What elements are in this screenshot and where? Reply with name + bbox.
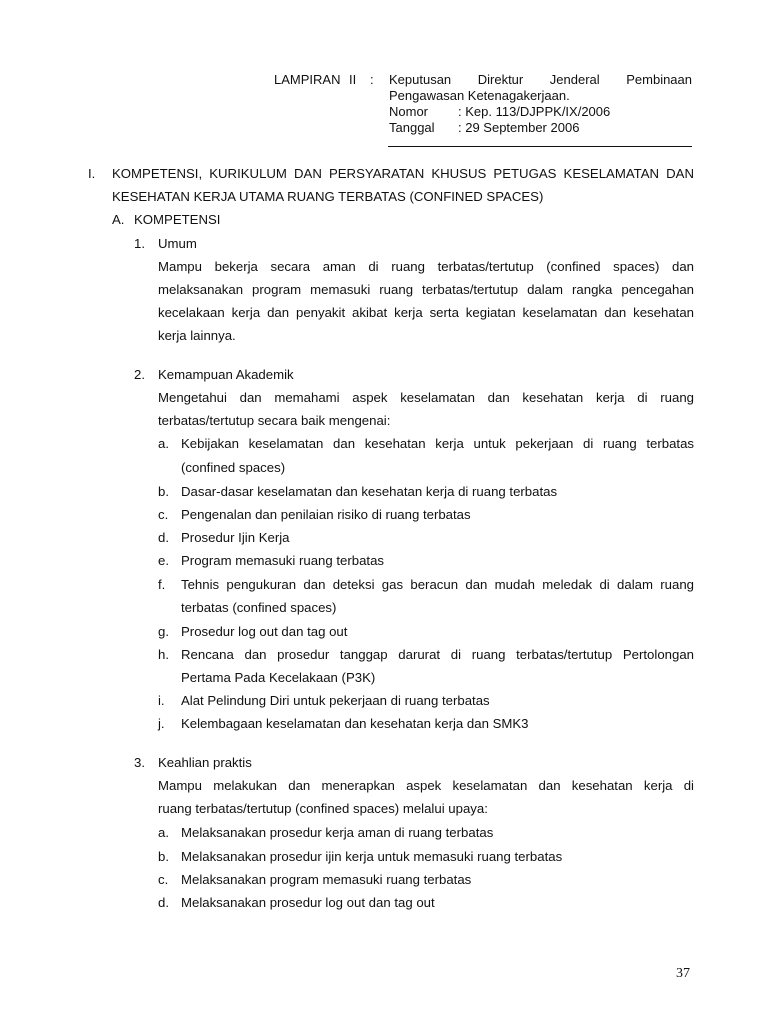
nomor-value: : Kep. 113/DJPPK/IX/2006 [458,104,611,119]
item-2-point-b-line-1: Dasar-dasar keselamatan dan kesehatan kerja di ruang terbatas [181,484,558,499]
item-2-number: 2. [134,367,145,382]
item-2-point-h-label: h. [158,647,169,662]
item-1-number: 1. [134,236,145,251]
item-3-intro-line-1: Mampu melakukan dan menerapkan aspek keselamatan dan kesehatan kerja di [158,778,694,793]
item-3-point-c-line-1: Melaksanakan program memasuki ruang terbatas [181,872,472,887]
item-3-point-b-line-1: Melaksanakan prosedur ijin kerja untuk memasuki ruang terbatas [181,849,563,864]
item-2-point-f-line-2: terbatas (confined spaces) [181,600,337,615]
keputusan-line-2: Pengawasan Ketenagakerjaan. [389,88,570,103]
item-2-point-j-label: j. [158,716,165,731]
item-3-point-a-line-1: Melaksanakan prosedur kerja aman di ruang terbatas [181,825,494,840]
item-1-line-1: Mampu bekerja secara aman di ruang terbatas/tertutup (confined spaces) dan [158,259,694,274]
item-2-point-a-line-2: (confined spaces) [181,460,286,475]
item-2-point-a-line-1: Kebijakan keselamatan dan kesehatan kerja untuk pekerjaan di ruang terbatas [181,436,694,451]
tanggal-value: : 29 September 2006 [458,120,580,135]
item-2-point-g-label: g. [158,624,169,639]
keputusan-line-1: Keputusan Direktur Jenderal Pembinaan [389,72,692,87]
item-2-point-i-label: i. [158,693,165,708]
subsection-a-label: A. [112,212,125,227]
item-2-point-i-line-1: Alat Pelindung Diri untuk pekerjaan di ruang terbatas [181,693,490,708]
item-3-intro-line-2: ruang terbatas/tertutup (confined spaces) melalui upaya: [158,801,488,816]
page-number: 37 [676,966,690,981]
lampiran-label: LAMPIRAN [274,72,341,87]
item-2-point-c-label: c. [158,507,169,522]
item-2-point-e-label: e. [158,553,169,568]
item-1-line-2: melaksanakan program memasuki ruang terbatas/tertutup dalam rangka pencegahan [158,282,694,297]
item-3-point-d-label: d. [158,895,169,910]
item-3-number: 3. [134,755,145,770]
subsection-a-title: KOMPETENSI [134,212,221,227]
item-2-point-g-line-1: Prosedur log out dan tag out [181,624,348,639]
item-3-point-d-line-1: Melaksanakan prosedur log out dan tag out [181,895,435,910]
lampiran-number: II [349,72,357,87]
item-3-title: Keahlian praktis [158,755,252,770]
tanggal-label: Tanggal [389,120,435,135]
header-rule [388,146,692,147]
item-3-point-a-label: a. [158,825,169,840]
nomor-label: Nomor [389,104,429,119]
item-3-point-b-label: b. [158,849,169,864]
item-2-point-d-line-1: Prosedur Ijin Kerja [181,530,290,545]
item-3-point-c-label: c. [158,872,169,887]
item-2-intro-line-2: terbatas/tertutup secara baik mengenai: [158,413,391,428]
item-2-point-h-line-1: Rencana dan prosedur tanggap darurat di ruang terbatas/tertutup Pertolongan [181,647,694,662]
item-2-point-d-label: d. [158,530,169,545]
item-1-line-3: kecelakaan kerja dan penyakit akibat kerja serta kegiatan keselamatan dan kesehatan [158,305,694,320]
item-2-point-b-label: b. [158,484,169,499]
section-title-line-1: KOMPETENSI, KURIKULUM DAN PERSYARATAN KHUSUS PETUGAS KESELAMATAN DAN [112,166,694,181]
item-2-intro-line-1: Mengetahui dan memahami aspek keselamatan dan kesehatan kerja di ruang [158,390,694,405]
item-1-title: Umum [158,236,197,251]
item-2-point-j-line-1: Kelembagaan keselamatan dan kesehatan kerja dan SMK3 [181,716,529,731]
lampiran-colon: : [370,72,374,87]
item-2-point-e-line-1: Program memasuki ruang terbatas [181,553,385,568]
section-number: I. [88,166,96,181]
item-2-point-f-label: f. [158,577,166,592]
item-2-point-a-label: a. [158,436,169,451]
item-1-line-4: kerja lainnya. [158,328,236,343]
item-2-point-f-line-1: Tehnis pengukuran dan deteksi gas beracun dan mudah meledak di dalam ruang [181,577,694,592]
item-2-title: Kemampuan Akademik [158,367,294,382]
item-2-point-h-line-2: Pertama Pada Kecelakaan (P3K) [181,670,376,685]
item-2-point-c-line-1: Pengenalan dan penilaian risiko di ruang terbatas [181,507,471,522]
section-title-line-2: KESEHATAN KERJA UTAMA RUANG TERBATAS (CONFINED SPACES) [112,189,544,204]
